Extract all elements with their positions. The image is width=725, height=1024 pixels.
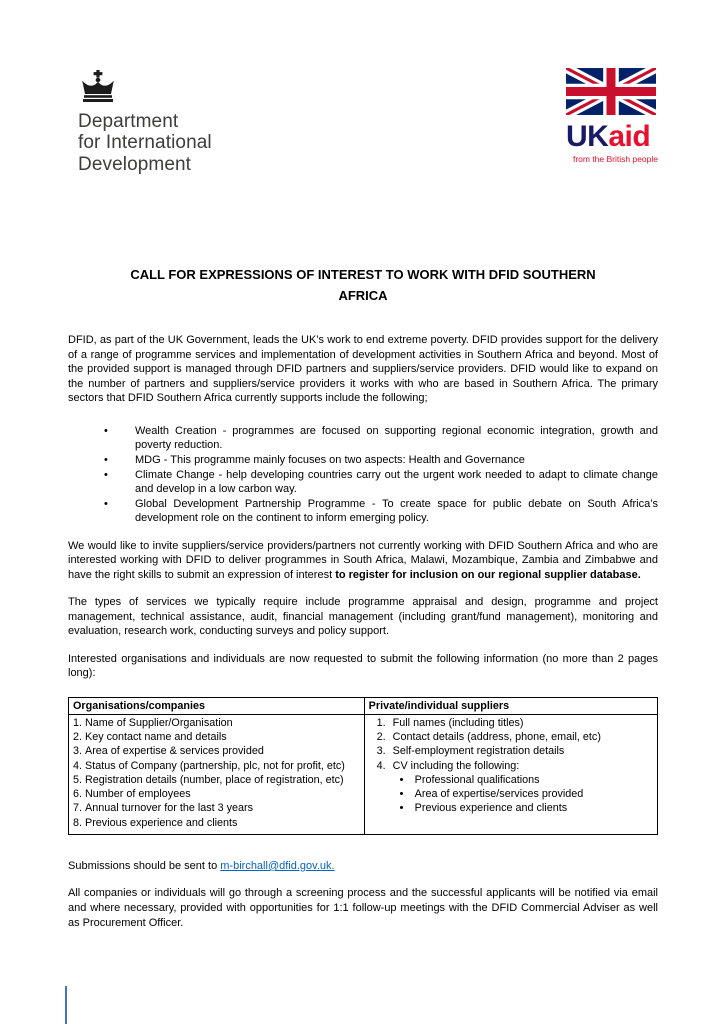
requirements-table (68, 697, 658, 835)
individuals-cell (364, 714, 657, 834)
submission-text: Submissions should be sent to (68, 859, 221, 872)
dfid-logo (68, 68, 212, 175)
cv-sub-list (367, 773, 655, 816)
organisation-requirement-item: 1. Name of Supplier/Organisation (85, 716, 362, 730)
organisations-cell (69, 714, 365, 834)
dfid-logo-line-3: Development (78, 153, 192, 175)
individual-requirement-item: 1. Full names (including titles) (389, 716, 655, 730)
page-bottom-blue-line (65, 986, 67, 1024)
individual-requirement-item: 3. Self-employment registration details (389, 744, 655, 758)
cv-sub-item: • Professional qualifications (413, 773, 655, 787)
invite-paragraph (68, 539, 658, 583)
table-header-individuals: Private/individual suppliers (364, 697, 657, 714)
organisation-requirements-list (71, 716, 362, 830)
sector-bullet-item: • Climate Change - help developing countries carry out the urgent work needed to adapt to climate change and develop in a low carbon way. (135, 468, 658, 497)
ukaid-wordmark (566, 122, 658, 152)
title-line-2: AFRICA (338, 287, 388, 303)
cv-sub-item: • Area of expertise/services provided (413, 787, 655, 801)
ukaid-tagline: from the British people (572, 154, 658, 164)
cv-sub-item: • Previous experience and clients (413, 801, 655, 815)
table-header-organisations: Organisations/companies (69, 697, 365, 714)
dfid-logo-line-1: Department (78, 111, 179, 132)
individual-requirement-item: 2. Contact details (address, phone, email, etc) (389, 730, 655, 744)
ukaid-uk-text: UK (566, 120, 609, 153)
individual-requirements-list (367, 716, 655, 773)
invite-bold-text: to register for inclusion on our regional supplier database. (335, 568, 641, 581)
sector-bullet-item: • Wealth Creation - programmes are focused on supporting regional economic integration, growth and poverty reduction. (135, 424, 658, 453)
organisation-requirement-item: 3. Area of expertise & services provided (85, 744, 362, 758)
organisation-requirement-item: 8. Previous experience and clients (85, 816, 362, 830)
header-logos (68, 68, 658, 175)
sector-bullet-item: • Global Development Partnership Programme - To create space for public debate on South Africa’s development role on the continent to inform emerging policy. (135, 497, 658, 526)
crown-icon (80, 70, 116, 102)
ukaid-logo (566, 68, 658, 164)
document-body (68, 333, 658, 930)
organisation-requirement-item: 5. Registration details (number, place of registration, etc) (85, 773, 362, 787)
individual-requirement-item: 4. CV including the following: (389, 759, 655, 773)
services-paragraph: The types of services we typically require include programme appraisal and design, programme and project management, technical assistance, audit, financial management (including grant/fund management), monitoring and evaluation, research work, conducting surveys and policy support. (68, 596, 658, 638)
organisation-requirement-item: 2. Key contact name and details (85, 730, 362, 744)
document-title (68, 265, 658, 307)
sector-bullet-list (68, 424, 658, 526)
intro-paragraph: DFID, as part of the UK Government, leads the UK’s work to end extreme poverty. DFID provides support for the delivery of a range of programme services and implementation of development activities in Southern Africa and beyond. Most of the provided support is managed through DFID partners and suppliers/service providers. DFID would like to expand on the number of partners and suppliers/service providers it works with who are based in Southern Africa. The primary sectors that DFID Southern Africa currently supports include the following; (68, 334, 658, 405)
closing-paragraph: All companies or individuals will go through a screening process and the successful applicants will be notified via email and where necessary, provided with opportunities for 1:1 follow-up meetings with the DFID Commercial Adviser as well as Procurement Officer. (68, 887, 658, 929)
submission-paragraph (68, 859, 658, 874)
union-jack-flag-icon (566, 68, 656, 115)
sector-bullet-item: • MDG - This programme mainly focuses on two aspects: Health and Governance (135, 453, 658, 468)
invite-text: We would like to invite suppliers/service providers/partners not currently working with DFID Southern Africa and who are interested working with DFID to deliver programmes in South Africa, Malawi, Mozambique, Zambia and Zimbabwe and have the right skills to submit an expression of interest (68, 539, 658, 581)
dfid-logo-line-2: for International (78, 132, 212, 154)
organisation-requirement-item: 4. Status of Company (partnership, plc, not for profit, etc) (85, 759, 362, 773)
request-paragraph: Interested organisations and individuals are now requested to submit the following information (no more than 2 pages long): (68, 652, 658, 680)
organisation-requirement-item: 6. Number of employees (85, 787, 362, 801)
email-link[interactable]: m-birchall@dfid.gov.uk. (220, 859, 335, 872)
organisation-requirement-item: 7. Annual turnover for the last 3 years (85, 801, 362, 815)
dfid-logo-text (78, 111, 212, 175)
title-line-1: CALL FOR EXPRESSIONS OF INTEREST TO WORK WITH DFID SOUTHERN (130, 266, 596, 282)
ukaid-aid-text: aid (608, 120, 651, 153)
